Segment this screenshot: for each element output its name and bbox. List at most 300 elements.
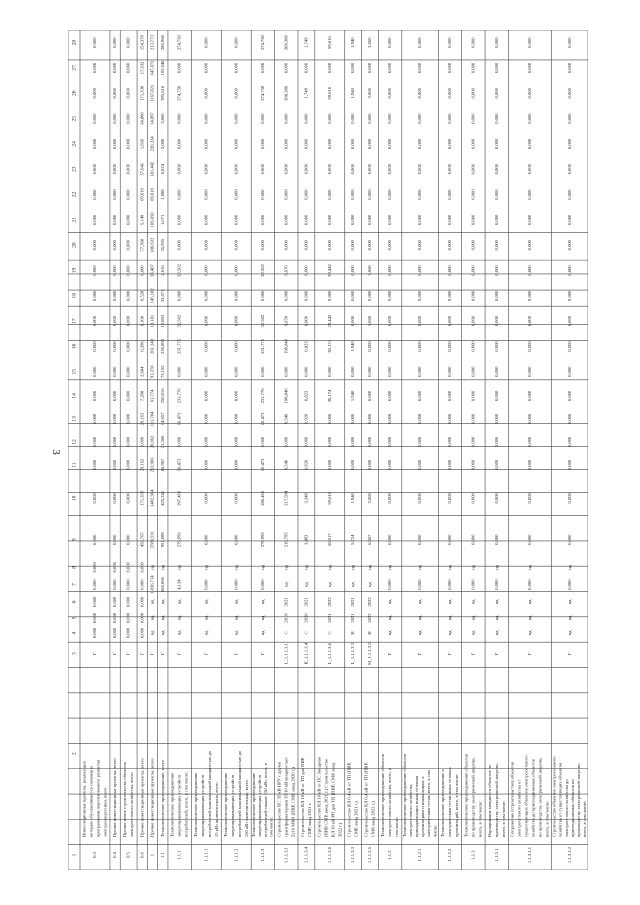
- row-name-1: Прочие инвестиционные проекты, всего: [149, 758, 155, 838]
- row-name-1.1.1: потребителей, всего, в том числе:: [183, 771, 189, 838]
- cell-1.1.3.1-col-21: 0,000: [493, 214, 499, 226]
- cell-1.1.3-col-15: 0,000: [470, 366, 476, 377]
- cell-1.1.1-col-6: нд: [176, 599, 182, 605]
- cell-1.1.3.1.2-col-27: 0,000: [566, 62, 572, 74]
- cell-1.1.1.2-col-22: 0,000: [233, 189, 239, 200]
- cell-1.1.1.3.1-col-9: 219,795: [283, 532, 289, 548]
- row-name-1.1.3.1.1: по производству электрической энергии,: [537, 757, 543, 838]
- cell-0.4-col-16: 0,000: [112, 341, 118, 352]
- cell-1.1.3.1-col-9: 0,000: [493, 534, 499, 545]
- cell-0.3-col-11: 0,000: [92, 459, 98, 471]
- rotated-table-sheet: [68, 30, 588, 870]
- cell-1.1.1.3.3-col-7: нд: [350, 582, 356, 588]
- cell-1.1.1.1-col-9: 0,000: [203, 534, 209, 545]
- cell-1-col-19: 36,407: [149, 264, 155, 277]
- cell-1.1-col-9: 951,089: [159, 532, 165, 548]
- cell-0.6-col-3: Г: [139, 652, 145, 655]
- cell-1.1.2.1-col-7: 0,000: [417, 579, 423, 590]
- cell-1.1.1.3.5-col-27: 0,000: [367, 62, 373, 74]
- cell-1.1.2.1-col-14: 0,000: [417, 390, 423, 402]
- cell-1.1.1.3.1-col-21: 0,000: [283, 214, 289, 226]
- cell-1.1.1.2-col-3: Г: [233, 652, 239, 655]
- cell-1.1.3.1.1-col-23: 0,000: [527, 164, 533, 175]
- cell-1.1.3.1.1-col-20: 0,000: [527, 240, 533, 251]
- cell-1.1.2.2-col-23: 0,000: [447, 164, 453, 175]
- cell-1.1.2.2-col-25: 0,000: [447, 113, 453, 124]
- cell-1.1.3.1.2-col-3: Г: [566, 652, 572, 655]
- cell-1.1.1.3-col-1: 1.1.1.3: [259, 848, 265, 862]
- cell-1.1.1.3-col-13: 10,473: [259, 412, 265, 426]
- cell-1.1.1.3.6-col-21: 0,000: [326, 214, 332, 226]
- cell-1.1.1.2-col-10: 0,000: [233, 493, 239, 504]
- cell-1.1.2.1-col-15: 0,000: [417, 366, 423, 377]
- cell-1.1.3.1.1-col-26: 0,000: [527, 88, 533, 99]
- cell-1.1.1.3.5-col-17: 3,060: [367, 315, 373, 327]
- cell-1.1.2-col-24: 0,000: [387, 138, 393, 150]
- cell-1.1.3.1.2-col-18: 0,000: [566, 290, 572, 301]
- cell-1.1.1.3.6-col-19: 29,442: [326, 264, 332, 277]
- page-number: 3: [50, 449, 62, 455]
- column-number-19: 19: [71, 267, 78, 274]
- cell-1.1.1.3.3-col-22: 0,000: [350, 189, 356, 200]
- row-name-1.1.3: всего, в том числе:: [477, 800, 483, 838]
- row-name-1.1.1.2: потребителей максимальной мощностью до: [236, 751, 242, 838]
- cell-1.1.1.3-col-12: 0,000: [259, 436, 265, 448]
- cell-1.1.3-col-4: нд: [470, 630, 476, 636]
- cell-1.1.3.1-col-18: 0,000: [493, 290, 499, 301]
- cell-1.1.1.3.1-col-15: 0,000: [283, 366, 289, 377]
- cell-1.1.3-col-9: 0,000: [470, 534, 476, 545]
- cell-1.1.1.1-col-3: Г: [203, 652, 209, 655]
- cell-1.1.2.2-col-5: нд: [447, 615, 453, 621]
- cell-1.1.2.2-col-17: 0,000: [447, 315, 453, 327]
- cell-1.1.1.2-col-17: 0,000: [233, 315, 239, 327]
- row-name-1.1.1.3.5: СМР, ввод 2022 г.): [370, 801, 376, 838]
- cell-1.1.1-col-23: 0,000: [176, 164, 182, 175]
- cell-1.1.1.3-col-15: 0,000: [259, 366, 265, 377]
- column-number-12: 12: [71, 439, 78, 445]
- cell-1.1.3.1.2-col-6: нд: [566, 599, 572, 605]
- cell-1.1.1.3-col-11: 10,473: [259, 458, 265, 472]
- cell-0.3-col-13: 0,000: [92, 413, 98, 425]
- cell-0.4-col-27: 0,000: [112, 62, 118, 74]
- cell-1.1.3.1.2-col-10: 0,000: [566, 493, 572, 504]
- cell-1.1.1.1-col-27: 0,000: [203, 62, 209, 74]
- cell-1.1.1.3.5-col-14: 0,000: [367, 390, 373, 402]
- column-number-22: 22: [71, 191, 78, 198]
- row-name-0.5: электросетевого хозяйства, всего: [129, 772, 135, 838]
- cell-1.1.1.3.4-col-6: 2021: [303, 597, 309, 607]
- cell-1.1.1.3.5-col-6: 2022: [367, 597, 373, 607]
- cell-1.1.1.3.3-col-15: 0,000: [350, 366, 356, 377]
- cell-1.1.1.3-col-27: 0,000: [259, 62, 265, 74]
- cell-1.1.1-col-12: 0,000: [176, 436, 182, 448]
- cell-1.1.1.3.4-col-28: 1,749: [303, 37, 309, 48]
- cell-0.6-col-17: 0,108: [139, 315, 145, 327]
- column-number-6: 6: [71, 600, 78, 604]
- cell-0.6-col-6: 0,000: [139, 596, 145, 608]
- cell-1.1.3.1.1-col-14: 0,000: [527, 390, 533, 402]
- cell-1.1.3.1.1-col-16: 0,000: [527, 341, 533, 352]
- column-number-7: 7: [71, 583, 78, 587]
- cell-1.1.3-col-26: 0,000: [470, 88, 476, 99]
- cell-1.1.1.3.6-col-7: нд: [326, 582, 332, 588]
- row-name-1.1.2.1: принадлежащих иным сетевым: [414, 775, 420, 838]
- cell-1.1.3-col-3: Г: [470, 652, 476, 655]
- row-name-1.1.1.2: 150 кВт включительно, всего: [243, 780, 249, 838]
- row-name-1.1.2.1: организациям и иным лицам, к: [420, 776, 426, 838]
- cell-0.5-col-12: 0,000: [125, 436, 131, 448]
- cell-1.1.3.1.2-col-22: 0,000: [566, 189, 572, 200]
- cell-0.6-col-26: 171,330: [139, 85, 145, 101]
- cell-1-col-22: 69,018: [149, 188, 155, 201]
- cell-0.5-col-11: 0,000: [125, 459, 131, 471]
- cell-1.1.2.2-col-16: 0,000: [447, 341, 453, 352]
- cell-1.1.3.1.2-col-17: 0,000: [566, 315, 572, 327]
- cell-1.1.1.2-col-13: 0,000: [233, 413, 239, 425]
- cell-1.1.2.1-col-21: 0,000: [417, 214, 423, 226]
- cell-1.1.1.3-col-22: 0,000: [259, 189, 265, 200]
- row-name-1.1.3: по производству электрической энергии,: [470, 757, 476, 838]
- cell-1.1.1.3.5-col-9: 6,867: [367, 534, 373, 545]
- cell-1.1-col-27: 105,646: [159, 60, 165, 76]
- cell-1.1.1.3.1-col-17: 9,670: [283, 315, 289, 327]
- cell-1.1.1.3-col-25: 0,000: [259, 113, 265, 124]
- cell-1.1.1.3.4-col-19: 0,000: [303, 265, 309, 276]
- cell-1.1.2.1-col-13: 0,000: [417, 413, 423, 425]
- cell-1.1.1.3.4-col-17: 0,000: [303, 315, 309, 327]
- cell-1.1.3.1.2-col-28: 0,000: [566, 37, 572, 48]
- cell-1.1.1.3.4-col-9: 3,493: [303, 534, 309, 545]
- cell-1.1.1.3.3-col-24: 0,000: [350, 138, 356, 150]
- cell-1.1.1-col-1: 1.1.1: [176, 850, 182, 860]
- row-name-1.1.1.3.1: 2х10 МВА (ПИР, СМР, ввод 2020 г.): [290, 767, 296, 838]
- row-name-1.1.3.1.2: производству электрической энергии,: [575, 763, 581, 838]
- cell-1.1.1.3-col-3: Г: [259, 652, 265, 655]
- cell-1.1.3.1.1-col-10: 0,000: [527, 493, 533, 504]
- row-name-1.1.1.3: Технологическое присоединение: [251, 772, 257, 838]
- cell-1.1.1.3.4-col-16: 0,822: [303, 341, 309, 352]
- cell-1.1.1.3.3-col-23: 0,000: [350, 164, 356, 175]
- cell-1.1.3.1-col-11: 0,000: [493, 459, 499, 471]
- cell-1.1.3-col-17: 0,000: [470, 315, 476, 327]
- row-name-1.1.2.1: электросетевого хозяйства,: [408, 783, 414, 838]
- cell-0.3-col-23: 0,000: [92, 164, 98, 175]
- cell-1.1.1.1-col-22: 0,000: [203, 189, 209, 200]
- row-name-1.1.1.3.6: 2022 г.): [337, 822, 343, 838]
- cell-1.1.1-col-16: 231,776: [176, 338, 182, 354]
- cell-1.1.1.2-col-16: 0,000: [233, 341, 239, 352]
- cell-1-col-18: 145,182: [149, 288, 155, 304]
- row-name-1.1.3.1.1: всего, в том числе:: [544, 800, 550, 838]
- cell-1.1.2.2-col-28: 0,000: [447, 37, 453, 48]
- cell-0.4-col-5: 0,000: [112, 612, 118, 624]
- cell-0.4-col-24: 0,000: [112, 138, 118, 150]
- cell-0.4-col-26: 0,000: [112, 88, 118, 99]
- cell-1.1.1.3.1-col-8: нд: [283, 564, 289, 570]
- cell-1.1.3.1.1-col-28: 0,000: [527, 37, 533, 48]
- cell-1.1.1.3.3-col-26: 1,940: [350, 88, 356, 99]
- row-name-1.1.2: том числе:: [394, 816, 400, 838]
- cell-1.1.3.1-col-27: 0,000: [493, 62, 499, 74]
- cell-0.3-col-4: 0,000: [92, 627, 98, 639]
- cell-1.1.2.1-col-26: 0,000: [417, 88, 423, 99]
- cell-0.6-col-1: 0.6: [139, 852, 145, 858]
- cell-1.1.2-col-27: 0,000: [387, 62, 393, 74]
- cell-1.1-col-16: 236,893: [159, 338, 165, 354]
- cell-1-col-27: 647,872: [149, 60, 155, 76]
- cell-1.1.1.3.5-col-13: 0,000: [367, 413, 373, 425]
- cell-0.3-col-8: 0,000: [92, 562, 98, 573]
- cell-1.1.1-col-15: 0,000: [176, 366, 182, 377]
- cell-1.1.2.2-col-12: 0,000: [447, 436, 453, 448]
- cell-1.1.1.3.5-col-11: 0,000: [367, 459, 373, 471]
- cell-0.6-col-11: 29,162: [139, 458, 145, 472]
- row-name-1.1.1.3.1: Строительство ПС 35 кВ ПРУ с двумя: [276, 762, 282, 838]
- cell-1.1-col-1: 1.1: [159, 852, 165, 858]
- cell-0.5-col-14: 0,000: [125, 390, 131, 402]
- cell-1.1.2.2-col-27: 0,000: [447, 62, 453, 74]
- cell-1.1.3.1.1-col-25: 0,000: [527, 113, 533, 124]
- cell-1-col-12: 20,062: [149, 435, 155, 449]
- cell-0.5-col-22: 0,000: [125, 189, 131, 200]
- cell-1.1.1.3.4-col-27: 0,000: [303, 62, 309, 74]
- cell-0.4-col-22: 0,000: [112, 189, 118, 200]
- cell-0.3-col-12: 0,000: [92, 436, 98, 448]
- row-name-1.1.1.3.1: трансформаторами 35/10 кВ мощностью: [283, 757, 289, 838]
- cell-1-col-17: 18,181: [149, 314, 155, 328]
- cell-1.1.1.2-col-21: 0,000: [233, 214, 239, 226]
- row-name-1.1.1.3: потребителей свыше 150 кВт, всего, в: [262, 763, 268, 838]
- cell-1.1.1.3.6-col-14: 30,174: [326, 389, 332, 403]
- cell-1.1-col-24: 2,080: [159, 138, 165, 150]
- cell-1.1-col-21: 1,071: [159, 214, 165, 226]
- cell-1.1.3.1.1-col-17: 0,000: [527, 315, 533, 327]
- cell-1.1.1.3-col-14: 231,776: [259, 388, 265, 404]
- cell-1.1.3.1.1-col-8: нд: [527, 564, 533, 570]
- cell-1.1.1.2-col-8: нд: [233, 564, 239, 570]
- cell-0.6-col-23: 57,641: [139, 162, 145, 176]
- cell-1.1.1.3.3-col-3: L_1.1.1.3.3: [350, 643, 356, 665]
- cell-1.1.3.1-col-6: нд: [493, 599, 499, 605]
- cell-1.1-col-8: нд: [159, 564, 165, 570]
- cell-0.3-col-28: 0,000: [92, 37, 98, 48]
- cell-1.1.1-col-3: Г: [176, 652, 182, 655]
- cell-1-col-15: 91,378: [149, 365, 155, 379]
- cell-1.1.1.1-col-13: 0,000: [203, 413, 209, 425]
- cell-1.1.1.3-col-18: 0,000: [259, 290, 265, 301]
- cell-1.1.2-col-18: 0,000: [387, 290, 393, 301]
- cell-1.1.3.1-col-14: 0,000: [493, 390, 499, 402]
- cell-1.1.1.2-col-12: 0,000: [233, 436, 239, 448]
- column-number-16: 16: [71, 343, 78, 350]
- column-number-27: 27: [71, 65, 78, 71]
- row-name-1.1.1.1: Технологическое присоединение: [192, 772, 198, 838]
- cell-0.4-col-7: 0,000: [112, 579, 118, 590]
- cell-1.1-col-7: 668,606: [159, 577, 165, 593]
- cell-1.1.1.3.6-col-18: 0,000: [326, 290, 332, 301]
- cell-0.6-col-25: 34,800: [139, 112, 145, 125]
- cell-1.1.1.3.3-col-25: 0,000: [350, 113, 356, 124]
- cell-1.1.1-col-21: 0,000: [176, 214, 182, 226]
- cell-1.1.3-col-10: 0,000: [470, 493, 476, 504]
- cell-1.1.1.3.3-col-21: 0,000: [350, 214, 356, 226]
- cell-1.1.2-col-8: нд: [387, 564, 393, 570]
- cell-1.1.3-col-5: нд: [470, 615, 476, 621]
- cell-1.1.1.1-col-23: 0,000: [203, 164, 209, 175]
- cell-1.1.1.3-col-20: 0,000: [259, 240, 265, 251]
- cell-0.6-col-8: 0,000: [139, 562, 145, 573]
- cell-1.1.2-col-21: 0,000: [387, 214, 393, 226]
- cell-1.1.1.3.6-col-17: 29,442: [326, 314, 332, 328]
- cell-1.1-col-19: 2,616: [159, 265, 165, 276]
- cell-1.1.1.3.3-col-11: 0,000: [350, 459, 356, 471]
- cell-1.1.1-col-20: 0,000: [176, 240, 182, 251]
- cell-1.1.1.2-col-9: 0,000: [233, 534, 239, 545]
- column-number-14: 14: [71, 393, 78, 399]
- cell-1.1.1.1-col-20: 0,000: [203, 240, 209, 251]
- cell-1.1.1.3.4-col-21: 0,000: [303, 214, 309, 226]
- cell-1.1.1.2-col-14: 0,000: [233, 390, 239, 402]
- cell-1.1.1.2-col-27: 0,000: [233, 62, 239, 74]
- row-name-0.3: Инвестиционные проекты, реализация: [81, 761, 87, 838]
- cell-1.1.3.1.1-col-19: 0,000: [527, 265, 533, 276]
- cell-1.1.1.3.1-col-7: нд: [283, 582, 289, 588]
- cell-1.1.1.3-col-9: 279,993: [259, 532, 265, 548]
- cell-1.1.1.2-col-23: 0,000: [233, 164, 239, 175]
- cell-0.4-col-15: 0,000: [112, 366, 118, 377]
- cell-0.3-col-6: 0,000: [92, 596, 98, 608]
- cell-0.3-col-10: 0,000: [92, 493, 98, 504]
- cell-1.1.1.3.1-col-12: 0,000: [283, 436, 289, 448]
- cell-0.5-col-4: 0,000: [125, 627, 131, 639]
- cell-1.1.1.3-col-4: нд: [259, 630, 265, 636]
- cell-0.3-col-21: 0,000: [92, 214, 98, 226]
- cell-1.1.1.2-col-6: нд: [233, 599, 239, 605]
- cell-0.5-col-1: 0.5: [125, 852, 131, 858]
- cell-0.5-col-18: 0,000: [125, 290, 131, 301]
- cell-1.1.3.1-col-22: 0,000: [493, 189, 499, 200]
- cell-1.1.1.3.6-col-10: 59,616: [326, 492, 332, 505]
- cell-1.1.1-col-9: 279,993: [176, 532, 182, 548]
- cell-1.1.1.3.6-col-20: 0,000: [326, 240, 332, 251]
- column-number-15: 15: [71, 369, 78, 375]
- cell-1-col-5: нд: [149, 615, 155, 621]
- cell-0.4-col-21: 0,000: [112, 214, 118, 226]
- cell-1.1.3.1.2-col-13: 0,000: [566, 413, 572, 425]
- column-number-8: 8: [71, 565, 78, 569]
- row-name-1.1.1.3.4: Строительство КЛ 10 кВ от ТП для ПИР,: [299, 757, 305, 838]
- cell-1.1.3.1.1-col-11: 0,000: [527, 459, 533, 471]
- row-name-1.1.1.1: потребителей максимальной мощностью до: [206, 751, 212, 838]
- cell-1.1.3.1.2-col-9: 0,000: [566, 534, 572, 545]
- cell-1.1.2.1-col-3: Г: [417, 652, 423, 655]
- row-name-1.1.1.3.6: Строительство КЛ 10 кВ от ПС Звездная: [316, 757, 322, 838]
- column-number-18: 18: [71, 293, 78, 299]
- cell-0.4-col-1: 0.4: [112, 852, 118, 858]
- cell-1.1.1.1-col-12: 0,000: [203, 436, 209, 448]
- cell-1.1.1.2-col-26: 0,000: [233, 88, 239, 99]
- cell-1-col-4: нд: [149, 630, 155, 636]
- cell-1.1.3.1-col-4: нд: [493, 630, 499, 636]
- cell-0.3-col-16: 0,000: [92, 341, 98, 352]
- cell-1.1.3.1.2-col-4: нд: [566, 630, 572, 636]
- cell-1.1.3.1-col-13: 0,000: [493, 413, 499, 425]
- cell-1.1.2.1-col-4: нд: [417, 630, 423, 636]
- cell-1.1.1.3.3-col-17: 0,000: [350, 315, 356, 327]
- cell-1.1.1.3.1-col-24: 0,000: [283, 138, 289, 150]
- cell-1.1.1.1-col-25: 0,000: [203, 113, 209, 124]
- cell-1.1.1.3.6-col-24: 0,000: [326, 138, 332, 150]
- row-name-1.1: Технологическое присоединение, всего: [159, 760, 165, 838]
- cell-1.1.1.3-col-16: 231,776: [259, 338, 265, 354]
- cell-1.1.2.2-col-11: 0,000: [447, 459, 453, 471]
- cell-0.3-col-20: 0,000: [92, 240, 98, 251]
- cell-1.1.1.3.5-col-21: 0,000: [367, 214, 373, 226]
- cell-1.1.1.3.1-col-5: 2019: [283, 613, 289, 623]
- cell-1.1.2.1-col-11: 0,000: [417, 459, 423, 471]
- cell-1.1.1.3-col-10: 286,450: [259, 490, 265, 506]
- cell-1.1.2-col-4: нд: [387, 630, 393, 636]
- cell-0.4-col-9: 0,000: [112, 534, 118, 545]
- cell-0.4-col-17: 0,000: [112, 315, 118, 327]
- row-name-1.1.1.3.5: Строительство КЛ 0,4 кВ от ТП (ПИР,: [363, 762, 369, 838]
- cell-1.1.1.3.5-col-20: 0,000: [367, 240, 373, 251]
- cell-1.1.1.3.5-col-12: 0,000: [367, 436, 373, 448]
- cell-1.1.2.1-col-9: 0,000: [417, 534, 423, 545]
- cell-1.1.1.1-col-18: 0,000: [203, 290, 209, 301]
- cell-1.1.1.1-col-4: нд: [203, 630, 209, 636]
- cell-1.1.3.1-col-5: нд: [493, 615, 499, 621]
- cell-1.1.3-col-7: 0,000: [470, 579, 476, 590]
- cell-1.1.1.3.1-col-6: 2021: [283, 597, 289, 607]
- cell-1.1.3.1.2-col-19: 0,000: [566, 265, 572, 276]
- cell-1.1.1.3.5-col-15: 0,000: [367, 366, 373, 377]
- cell-1.1.1.3.3-col-16: 1,940: [350, 341, 356, 352]
- cell-1.1.1.3.6-col-5: 2021: [326, 613, 332, 623]
- cell-1.1.1.3.1-col-20: 0,000: [283, 240, 289, 251]
- row-name-1.1.3.1.2: всего, в том числе:: [582, 800, 588, 838]
- cell-1.1.1.3.4-col-12: 0,000: [303, 436, 309, 448]
- cell-1.1.3-col-20: 0,000: [470, 240, 476, 251]
- cell-1-col-14: 61,774: [149, 389, 155, 403]
- cell-1.1.2.1-col-27: 0,000: [417, 62, 423, 74]
- row-name-0.3: программами перспективного развития: [95, 760, 101, 838]
- cell-1.1.3-col-6: нд: [470, 599, 476, 605]
- cell-1.1.3.1-col-3: Г: [493, 652, 499, 655]
- cell-1.1.3.1-col-16: 0,000: [493, 341, 499, 352]
- cell-1.1.3.1.1-col-18: 0,000: [527, 290, 533, 301]
- cell-0.6-col-21: 5,149: [139, 214, 145, 226]
- cell-1.1.1-col-26: 274,750: [176, 85, 182, 101]
- cell-1.1.3.1.2-col-24: 0,000: [566, 138, 572, 150]
- column-number-23: 23: [71, 166, 78, 172]
- cell-1.1.1.2-col-7: 0,000: [233, 579, 239, 590]
- cell-1.1.1.3.3-col-19: 0,000: [350, 265, 356, 276]
- cell-1.1-col-5: нд: [159, 615, 165, 621]
- cell-1.1.2.1-col-23: 0,000: [417, 164, 423, 175]
- cell-1.1.2.2-col-4: нд: [447, 630, 453, 636]
- cell-1.1.2-col-17: 0,000: [387, 315, 393, 327]
- cell-1.1.1.3.3-col-27: 0,000: [350, 62, 356, 74]
- cell-0.6-col-27: 17,632: [139, 61, 145, 75]
- cell-1.1.1.3.5-col-18: 0,000: [367, 290, 373, 301]
- cell-1.1-col-4: нд: [159, 630, 165, 636]
- cell-1-col-28: 213,773: [149, 35, 155, 51]
- cell-1.1.1.3.1-col-1: 1.1.1.3.1: [283, 847, 289, 864]
- cell-1.1.3-col-22: 0,000: [470, 189, 476, 200]
- cell-1.1.1.3.5-col-10: 3,060: [367, 493, 373, 504]
